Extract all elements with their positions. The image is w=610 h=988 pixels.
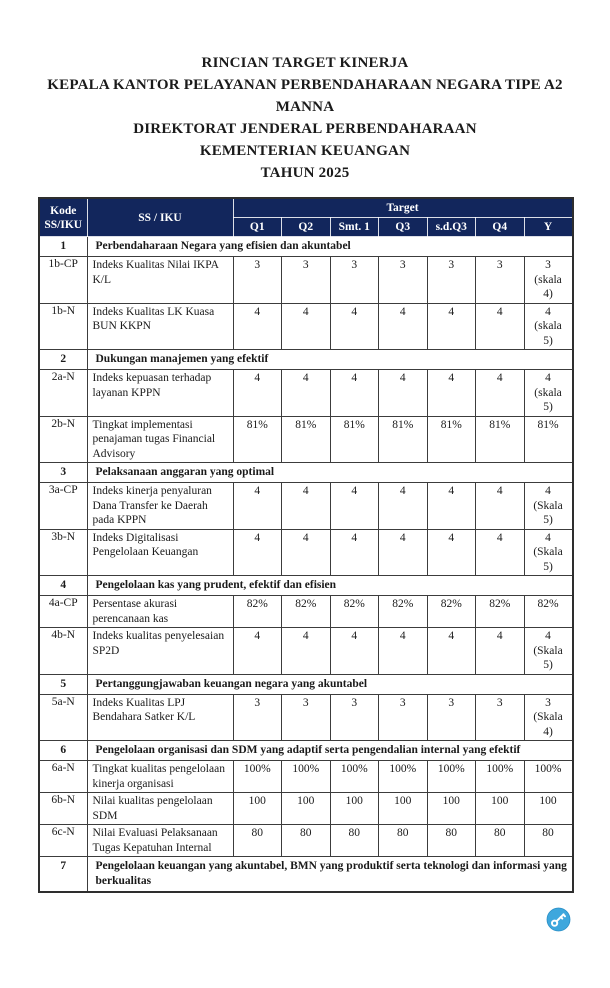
- kode-cell: 3b-N: [39, 529, 87, 576]
- value-cell: 4: [427, 628, 476, 675]
- value-cell: 4: [427, 483, 476, 530]
- value-cell: 100%: [282, 761, 331, 793]
- value-cell: 4: [233, 529, 282, 576]
- table-row: [39, 761, 573, 793]
- section-row: [39, 857, 573, 893]
- section-label: Pertanggungjawaban keuangan negara yang akuntabel: [87, 674, 573, 694]
- y-value: 3: [545, 696, 551, 709]
- value-cell: 100: [476, 793, 525, 825]
- value-cell: 100%: [476, 761, 525, 793]
- value-cell-y: [524, 483, 573, 530]
- value-cell: 4: [330, 303, 379, 350]
- value-cell: 4: [282, 628, 331, 675]
- section-label: Perbendaharaan Negara yang efisien dan akuntabel: [87, 237, 573, 257]
- y-scale-note: (skala 4): [534, 273, 562, 300]
- value-cell: 4: [379, 303, 428, 350]
- value-cell: 81%: [379, 416, 428, 463]
- value-cell-y: [524, 370, 573, 417]
- value-cell: 100: [233, 793, 282, 825]
- title-line-6: TAHUN 2025: [260, 165, 350, 181]
- value-cell: 3: [476, 257, 525, 304]
- value-cell-y: [524, 303, 573, 350]
- value-cell: 81%: [476, 416, 525, 463]
- value-cell: 4: [233, 370, 282, 417]
- section-label: Pengelolaan kas yang prudent, efektif dan efisien: [87, 576, 573, 596]
- header-y: Y: [524, 218, 573, 237]
- label-cell: Indeks Kualitas LK Kuasa BUN KKPN: [87, 303, 233, 350]
- value-cell: 100: [330, 793, 379, 825]
- value-cell: 4: [427, 303, 476, 350]
- table-row: [39, 483, 573, 530]
- y-value: 4: [545, 372, 551, 384]
- value-cell: 81%: [233, 416, 282, 463]
- value-cell: 4: [476, 628, 525, 675]
- value-cell: 3: [282, 257, 331, 304]
- kode-cell: 6b-N: [39, 793, 87, 825]
- table-row: [39, 370, 573, 417]
- label-cell: Tingkat implementasi penajaman tugas Financial Advisory: [87, 416, 233, 463]
- value-cell-y: [524, 529, 573, 576]
- value-cell-y: [524, 257, 573, 304]
- header-kode-line2: SS/IKU: [44, 218, 83, 231]
- title-line-3: MANNA: [275, 99, 335, 115]
- y-value: 4: [545, 630, 551, 642]
- value-cell: 3: [282, 694, 331, 741]
- value-cell: 4: [233, 303, 282, 350]
- table-row: [39, 628, 573, 675]
- value-cell: 100%: [330, 761, 379, 793]
- header-q3: Q3: [379, 218, 428, 237]
- value-cell: 4: [330, 529, 379, 576]
- section-row: [39, 576, 573, 596]
- y-value: 100%: [534, 763, 562, 775]
- value-cell: 4: [379, 529, 428, 576]
- kode-cell: 1b-N: [39, 303, 87, 350]
- value-cell: 4: [379, 628, 428, 675]
- section-label: Pengelolaan keuangan yang akuntabel, BMN yang produktif serta teknologi dan informasi yang berkualitas: [87, 857, 573, 893]
- title-line-4: DIREKTORAT JENDERAL PERBENDAHARAAN: [133, 121, 477, 137]
- value-cell: 82%: [427, 596, 476, 628]
- value-cell: 3: [379, 257, 428, 304]
- section-row: [39, 674, 573, 694]
- value-cell: 80: [476, 825, 525, 857]
- section-row: [39, 463, 573, 483]
- y-value: 4: [545, 305, 551, 318]
- label-cell: Indeks kinerja penyaluran Dana Transfer ke Daerah pada KPPN: [87, 483, 233, 530]
- y-value: 4: [545, 485, 551, 497]
- label-cell: Nilai Evaluasi Pelaksanaan Tugas Kepatuhan Internal: [87, 825, 233, 857]
- title-line-2: KEPALA KANTOR PELAYANAN PERBENDAHARAAN NEGARA TIPE A2: [47, 77, 563, 93]
- value-cell-y: [524, 761, 573, 793]
- value-cell: 81%: [330, 416, 379, 463]
- value-cell-y: [524, 596, 573, 628]
- header-sdq3: s.d.Q3: [427, 218, 476, 237]
- value-cell: 3: [330, 257, 379, 304]
- value-cell: 80: [330, 825, 379, 857]
- value-cell: 80: [427, 825, 476, 857]
- y-scale-note: (Skala 4): [533, 711, 563, 738]
- value-cell: 82%: [233, 596, 282, 628]
- value-cell: 100%: [427, 761, 476, 793]
- value-cell: 3: [427, 694, 476, 741]
- value-cell: 4: [233, 483, 282, 530]
- kode-cell: 1b-CP: [39, 257, 87, 304]
- section-row: [39, 350, 573, 370]
- section-label: Dukungan manajemen yang efektif: [87, 350, 573, 370]
- value-cell: 4: [282, 529, 331, 576]
- kode-cell: 6c-N: [39, 825, 87, 857]
- value-cell: 4: [379, 370, 428, 417]
- value-cell: 82%: [476, 596, 525, 628]
- section-kode: 3: [39, 463, 87, 483]
- value-cell: 4: [282, 483, 331, 530]
- value-cell: 4: [379, 483, 428, 530]
- value-cell: 4: [330, 483, 379, 530]
- section-kode: 7: [39, 857, 87, 893]
- kode-cell: 4b-N: [39, 628, 87, 675]
- header-ss-iku: SS / IKU: [87, 198, 233, 237]
- value-cell: 100: [427, 793, 476, 825]
- label-cell: Indeks Digitalisasi Pengelolaan Keuangan: [87, 529, 233, 576]
- value-cell-y: [524, 628, 573, 675]
- value-cell: 3: [330, 694, 379, 741]
- value-cell: 4: [476, 370, 525, 417]
- label-cell: Indeks Kualitas LPJ Bendahara Satker K/L: [87, 694, 233, 741]
- title-line-5: KEMENTERIAN KEUANGAN: [199, 143, 411, 159]
- value-cell: 3: [233, 694, 282, 741]
- table-row: [39, 416, 573, 463]
- y-value: 80: [542, 827, 554, 839]
- section-kode: 6: [39, 741, 87, 761]
- label-cell: Indeks kualitas penyelesaian SP2D: [87, 628, 233, 675]
- y-scale-note: (Skala 5): [533, 546, 563, 573]
- value-cell: 4: [330, 628, 379, 675]
- y-scale-note: (Skala 5): [533, 644, 563, 671]
- value-cell: 4: [233, 628, 282, 675]
- value-cell: 4: [427, 370, 476, 417]
- value-cell: 3: [476, 694, 525, 741]
- y-value: 3: [545, 259, 551, 271]
- header-q1: Q1: [233, 218, 282, 237]
- label-cell: Indeks kepuasan terhadap layanan KPPN: [87, 370, 233, 417]
- section-row: [39, 741, 573, 761]
- value-cell-y: [524, 416, 573, 463]
- table-row: [39, 694, 573, 741]
- value-cell: 80: [233, 825, 282, 857]
- value-cell-y: [524, 825, 573, 857]
- table-row: [39, 596, 573, 628]
- header-smt1: Smt. 1: [330, 218, 379, 237]
- section-kode: 4: [39, 576, 87, 596]
- performance-target-table: [38, 197, 574, 893]
- table-row: [39, 793, 573, 825]
- value-cell: 4: [476, 483, 525, 530]
- y-value: 100: [539, 795, 557, 807]
- value-cell: 3: [427, 257, 476, 304]
- value-cell: 100%: [379, 761, 428, 793]
- value-cell: 81%: [282, 416, 331, 463]
- kode-cell: 3a-CP: [39, 483, 87, 530]
- value-cell: 4: [476, 529, 525, 576]
- label-cell: Nilai kualitas pengelolaan SDM: [87, 793, 233, 825]
- value-cell: 3: [379, 694, 428, 741]
- table-row: [39, 529, 573, 576]
- y-value: 82%: [537, 598, 559, 610]
- label-cell: Indeks Kualitas Nilai IKPA K/L: [87, 257, 233, 304]
- table-row: [39, 303, 573, 350]
- section-label: Pelaksanaan anggaran yang optimal: [87, 463, 573, 483]
- value-cell-y: [524, 793, 573, 825]
- value-cell: 4: [282, 303, 331, 350]
- kode-cell: 4a-CP: [39, 596, 87, 628]
- kode-cell: 2a-N: [39, 370, 87, 417]
- section-kode: 5: [39, 674, 87, 694]
- value-cell: 4: [476, 303, 525, 350]
- y-value: 81%: [537, 418, 559, 431]
- value-cell: 4: [427, 529, 476, 576]
- table-row: [39, 825, 573, 857]
- section-label: Pengelolaan organisasi dan SDM yang adaptif serta pengendalian internal yang efektif: [87, 741, 573, 761]
- section-kode: 1: [39, 237, 87, 257]
- header-q2: Q2: [282, 218, 331, 237]
- document-title-block: [0, 52, 610, 184]
- header-q4: Q4: [476, 218, 525, 237]
- value-cell: 82%: [282, 596, 331, 628]
- key-seal-icon: [546, 907, 571, 932]
- y-scale-note: (skala 5): [534, 320, 562, 347]
- kode-cell: 2b-N: [39, 416, 87, 463]
- table-header: [39, 198, 573, 237]
- header-target: Target: [233, 198, 573, 218]
- value-cell: 3: [233, 257, 282, 304]
- label-cell: Persentase akurasi perencanaan kas: [87, 596, 233, 628]
- section-row: [39, 237, 573, 257]
- value-cell: 4: [330, 370, 379, 417]
- value-cell-y: [524, 694, 573, 741]
- value-cell: 100: [282, 793, 331, 825]
- header-kode: [39, 198, 87, 237]
- section-kode: 2: [39, 350, 87, 370]
- value-cell: 100: [379, 793, 428, 825]
- y-scale-note: (skala 5): [534, 386, 562, 413]
- digital-signature-seal: [546, 907, 571, 932]
- kode-cell: 5a-N: [39, 694, 87, 741]
- value-cell: 81%: [427, 416, 476, 463]
- value-cell: 100%: [233, 761, 282, 793]
- value-cell: 80: [379, 825, 428, 857]
- value-cell: 80: [282, 825, 331, 857]
- kode-cell: 6a-N: [39, 761, 87, 793]
- title-line-1: RINCIAN TARGET KINERJA: [201, 55, 409, 71]
- value-cell: 4: [282, 370, 331, 417]
- y-scale-note: (Skala 5): [533, 499, 563, 526]
- header-kode-line1: Kode: [50, 204, 77, 217]
- table-row: [39, 257, 573, 304]
- label-cell: Tingkat kualitas pengelolaan kinerja organisasi: [87, 761, 233, 793]
- y-value: 4: [545, 531, 551, 544]
- value-cell: 82%: [379, 596, 428, 628]
- value-cell: 82%: [330, 596, 379, 628]
